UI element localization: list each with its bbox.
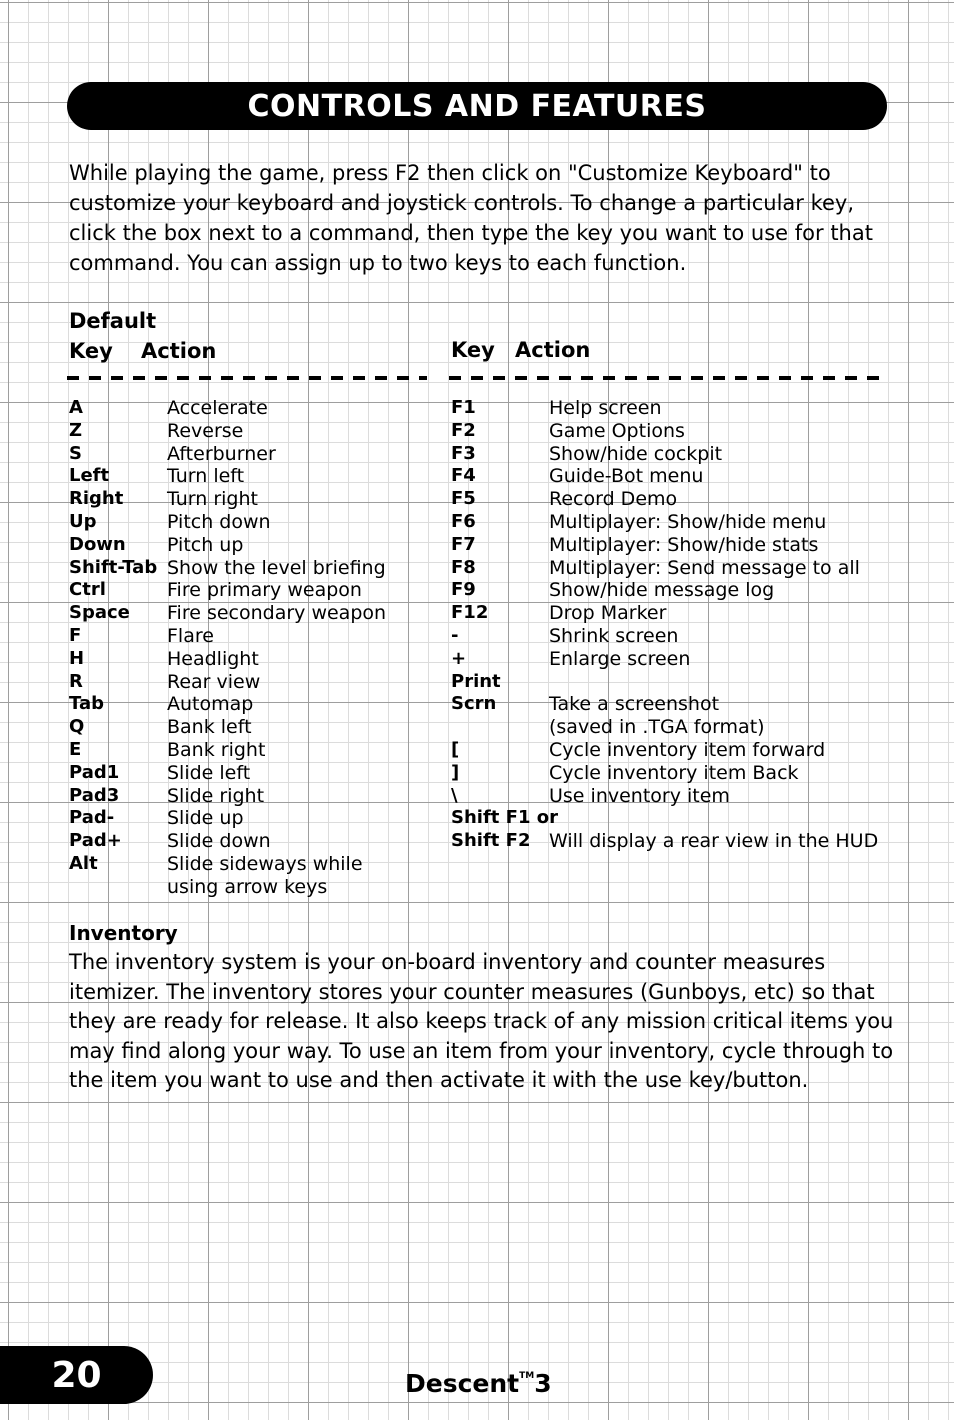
right-control-row [451,693,901,739]
left-control-row [69,420,429,443]
left-control-key: Ctrl [69,579,106,601]
right-control-row [451,830,901,853]
left-control-action: Slide right [167,784,265,807]
left-key-list [69,397,429,899]
right-control-key: F5 [451,488,476,510]
right-control-action: Help screen [549,397,662,419]
right-control-key: F3 [451,442,476,464]
left-control-row [69,739,429,762]
left-control-action: Slide down [167,830,271,853]
right-control-key: \ [451,784,458,806]
page-number: 20 [51,1354,102,1396]
left-control-key: H [69,647,85,669]
left-control-key: Pad- [69,807,115,829]
left-control-action: Slide left [167,761,251,784]
intro-paragraph: While playing the game, press F2 then click on "Customize Keyboard" to customize your keyboard and joystick controls. To change a particular key, click the box next to a command, then type the key you want to use for that command. You can assign up to two keys to each function. [69,161,873,275]
left-control-row [69,443,429,466]
page-title: CONTROLS AND FEATURES [247,88,707,124]
right-header-key: Key [451,338,495,362]
left-control-row [69,534,429,557]
left-control-key: Z [69,419,83,441]
right-control-action: Multiplayer: Show/hide stats [549,533,819,556]
left-control-action: Slide sideways while using arrow keys [167,852,363,898]
left-control-key: R [69,670,83,692]
left-control-action: Afterburner [167,442,276,465]
left-control-action: Automap [167,693,254,716]
left-control-row [69,488,429,511]
left-header-action: Action [141,339,217,363]
right-control-action: Record Demo [549,488,678,511]
right-control-key: F9 [451,579,476,601]
right-control-key: F1 [451,397,476,418]
right-control-row [451,625,901,648]
right-header-action: Action [515,338,591,362]
left-control-action: Accelerate [167,397,268,419]
right-control-row [451,511,901,534]
left-control-action: Bank right [167,738,266,761]
right-control-row [451,397,901,420]
right-control-row [451,739,901,762]
left-control-row [69,465,429,488]
left-control-action: Flare [167,624,214,647]
left-control-action: Slide up [167,807,244,830]
left-control-key: Tab [69,693,104,715]
left-divider [67,376,427,380]
left-control-key: Pad+ [69,830,122,852]
right-control-key: F7 [451,533,476,555]
right-control-action: Take a screenshot (saved in .TGA format) [549,693,765,739]
inventory-paragraph: The inventory system is your on-board inventory and counter measures itemizer. The inventory stores your counter measures (Gunboys, etc) so that they are ready for release. It also keeps track of any mission critical items you may find along your way. To use an item from your inventory, cycle through to the item you want to use and then activate it with the use key/button. [69,950,894,1092]
page-number-tab [0,1346,153,1404]
left-control-row [69,579,429,602]
left-control-row [69,602,429,625]
right-control-key: Shift F2 [451,830,531,852]
left-control-row [69,648,429,671]
left-control-row [69,785,429,808]
right-control-row [451,557,901,580]
right-control-action: Enlarge screen [549,647,691,670]
right-control-row [451,465,901,488]
left-control-row [69,671,429,694]
right-control-row [451,671,901,694]
right-control-key: F6 [451,510,476,532]
left-control-key: Up [69,510,97,532]
left-control-row [69,830,429,853]
left-control-row [69,557,429,580]
left-header-default: Default [69,309,157,333]
right-key-list [451,397,901,853]
right-control-key: F2 [451,419,476,441]
left-control-row [69,853,429,899]
trademark-mark: TM [519,1371,535,1381]
right-control-action: Shrink screen [549,624,679,647]
left-control-key: Pad3 [69,784,120,806]
right-control-action: Show/hide message log [549,579,775,602]
left-control-key: Right [69,488,124,510]
left-control-key: S [69,442,82,464]
right-control-key: F12 [451,602,489,624]
right-control-key: Print [451,670,501,692]
right-control-row [451,579,901,602]
right-control-action: Game Options [549,419,685,442]
left-control-row [69,716,429,739]
right-control-row [451,785,901,808]
right-control-key: ] [451,761,460,783]
right-control-key: Shift F1 or [451,807,558,829]
left-control-action: Show the level briefing [167,556,386,579]
right-control-action: Drop Marker [549,602,667,625]
left-control-action: Pitch up [167,533,244,556]
right-control-row [451,762,901,785]
right-control-row [451,420,901,443]
left-control-action: Pitch down [167,510,271,533]
left-control-action: Reverse [167,419,244,442]
right-control-action: Multiplayer: Send message to all [549,556,860,579]
brand-name: Descent [405,1369,520,1398]
left-control-key: A [69,397,83,418]
left-control-action: Bank left [167,716,252,739]
inventory-heading: Inventory [69,921,178,945]
left-control-action: Rear view [167,670,261,693]
right-control-action: Use inventory item [549,784,730,807]
title-bar [67,82,887,130]
right-control-action: Multiplayer: Show/hide menu [549,510,827,533]
left-control-key: Pad1 [69,761,120,783]
left-control-key: Left [69,465,110,487]
right-control-action: Show/hide cockpit [549,442,723,465]
left-control-row [69,762,429,785]
left-control-key: Shift-Tab [69,556,158,578]
right-control-action: Cycle inventory item forward [549,738,826,761]
left-control-key: Down [69,533,126,555]
right-control-key: - [451,624,459,646]
left-control-key: Space [69,602,130,624]
brand-suffix: 3 [534,1369,552,1398]
right-control-action: Cycle inventory item Back [549,761,799,784]
left-control-row [69,807,429,830]
right-control-row [451,807,901,830]
left-control-row [69,693,429,716]
left-control-key: F [69,624,82,646]
left-control-row [69,397,429,420]
left-control-action: Fire primary weapon [167,579,362,602]
left-control-row [69,511,429,534]
right-control-row [451,534,901,557]
footer-brand [405,1358,552,1402]
left-control-key: E [69,738,82,760]
right-control-action: Guide-Bot menu [549,465,704,488]
left-control-action: Fire secondary weapon [167,602,387,625]
left-header-key: Key [69,339,113,363]
right-control-key: Scrn [451,693,497,715]
left-control-key: Q [69,716,85,738]
right-divider [449,376,889,380]
right-control-key: F8 [451,556,476,578]
right-control-key: [ [451,738,460,760]
left-control-action: Turn left [167,465,245,488]
left-control-action: Headlight [167,647,259,670]
right-control-row [451,443,901,466]
right-control-row [451,602,901,625]
right-control-row [451,488,901,511]
right-control-action: Will display a rear view in the HUD [549,830,879,853]
left-control-action: Turn right [167,488,258,511]
right-control-key: F4 [451,465,476,487]
left-control-row [69,625,429,648]
left-control-key: Alt [69,852,98,874]
right-control-row [451,648,901,671]
right-control-key: + [451,647,467,669]
